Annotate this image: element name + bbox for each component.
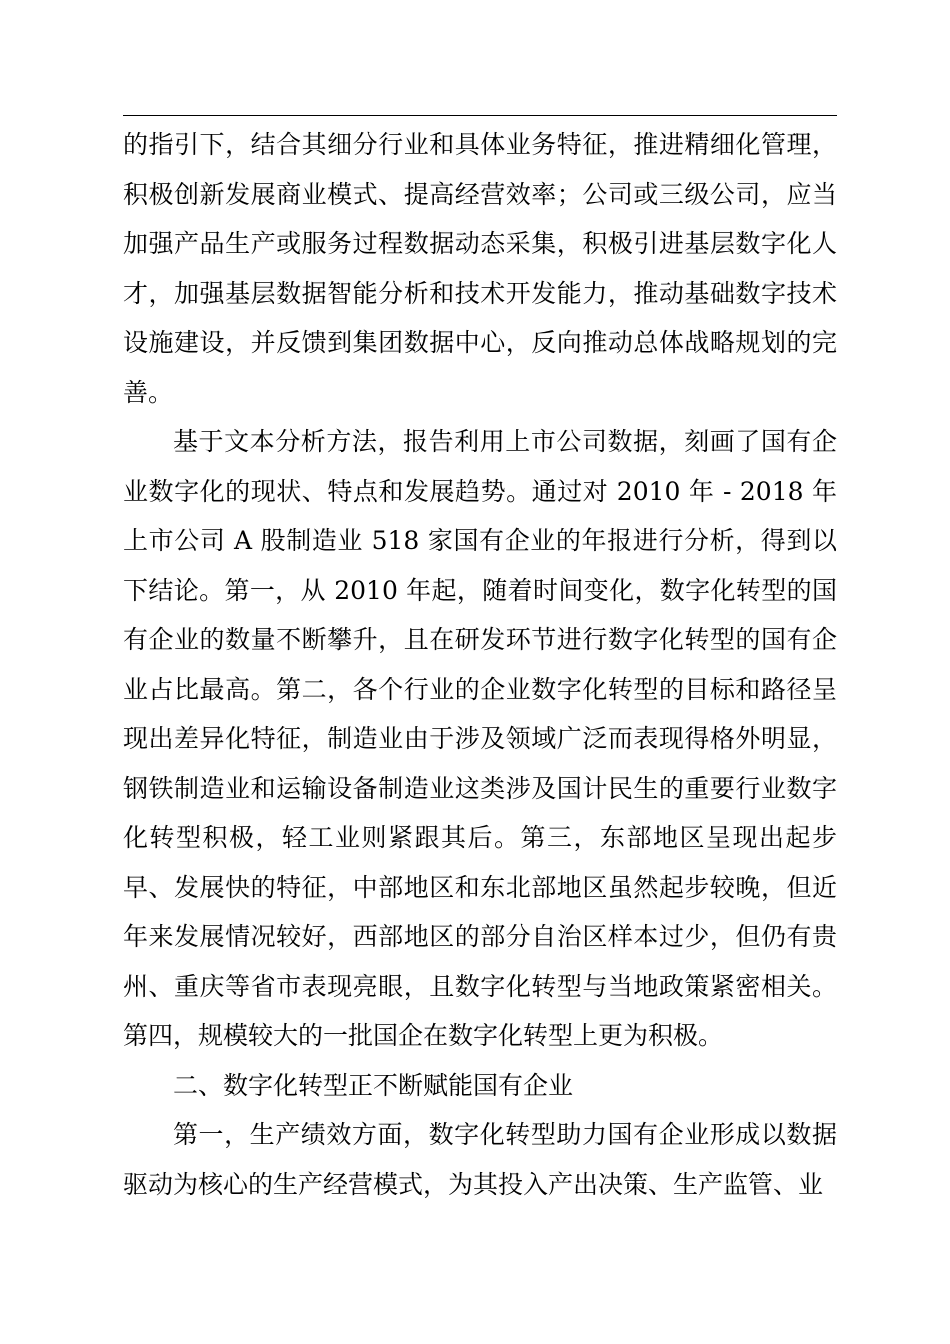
section-heading: 二、数字化转型正不断赋能国有企业	[173, 1070, 574, 1100]
paragraph-production-performance: 第一，生产绩效方面，数字化转型助力国有企业形成以数据驱动为核心的生产经营模式，为其投入产出决策、生产监管、业	[123, 1120, 837, 1199]
header-rule	[123, 115, 837, 116]
document-body	[123, 120, 837, 1209]
paragraph-continuation: 的指引下，结合其细分行业和具体业务特征，推进精细化管理，积极创新发展商业模式、提高经营效率；公司或三级公司，应当加强产品生产或服务过程数据动态采集，积极引进基层数字化人才，加强基层数据智能分析和技术开发能力，推动基础数字技术设施建设，并反馈到集团数据中心，反向推动总体战略规划的完善。	[123, 130, 837, 407]
paragraph-summary: 基于文本分析方法，报告利用上市公司数据，刻画了国有企业数字化的现状、特点和发展趋势。通过对 2010 年 - 2018 年上市公司 A 股制造业 518 家国有企业的年报进行分析，得到以下结论。第一，从 2010 年起，随着时间变化，数字化转型的国有企业的数量不断攀升，且在研发环节进行数字化转型的国有企业占比最高。第二，各个行业的企业数字化转型的目标和路径呈现出差异化特征，制造业由于涉及领域广泛而表现得格外明显，钢铁制造业和运输设备制造业这类涉及国计民生的重要行业数字化转型积极，轻工业则紧跟其后。第三，东部地区呈现出起步早、发展快的特征，中部地区和东北部地区虽然起步较晚，但近年来发展情况较好，西部地区的部分自治区样本过少，但仍有贵州、重庆等省市表现亮眼，且数字化转型与当地政策紧密相关。第四，规模较大的一批国企在数字化转型上更为积极。	[123, 427, 837, 1050]
